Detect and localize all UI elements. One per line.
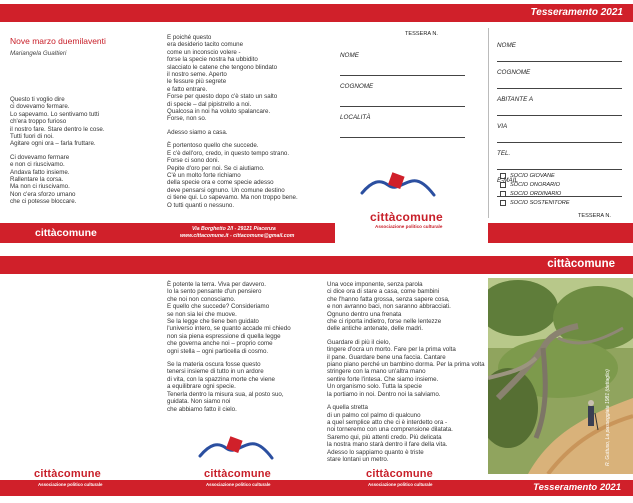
checkbox-box[interactable] xyxy=(500,200,506,206)
stanza: È portentoso quello che succede. E c'è dell'oro, credo, in questo tempo strano. Forse ci sono doni. Pepite d'oro per noi. Se ci aiutiamo. C'è un molto forte richiamo della specie ora e come specie adesso deve pensarsi ognuno. Un comune destino ci tiene qui. Lo sapevamo. Ma non troppo bene. O tutti quanti o nessuno. xyxy=(167,142,298,209)
cognome-field[interactable] xyxy=(340,90,465,107)
field-label-cognome: COGNOME xyxy=(340,83,374,90)
top-footer-bar-right xyxy=(488,223,633,243)
footer-address: Via Borghetto 2/I - 29121 Piacenza xyxy=(192,226,276,232)
checkbox-box[interactable] xyxy=(500,182,506,188)
footer-logo-block-right xyxy=(356,468,476,496)
brand-name: cittàcomune xyxy=(204,468,271,480)
via-field[interactable] xyxy=(497,130,622,143)
painting-scene xyxy=(488,278,633,474)
top-header-title: Tesseramento 2021 xyxy=(530,7,623,18)
brand-name: cittàcomune xyxy=(366,468,433,480)
footer-logo-block-left xyxy=(18,468,138,496)
card-left-tessera: TESSERA N. xyxy=(405,31,438,37)
field-label-localita: LOCALITÀ xyxy=(340,114,371,121)
checkbox-box[interactable] xyxy=(500,191,506,197)
brand-subtitle: Associazione politico culturale xyxy=(375,224,443,229)
stanza: A quella stretta di un palmo col palmo di qualcuno a quel semplice atto che ci è interdetto ora - noi torneremo con una comprensione dilatata. Saremo qui, più attenti credo. Più delicata la nostra mano starà dentro il fare della vita. Adesso lo sappiamo quanto è triste stare lontani un metro. xyxy=(327,404,453,463)
bottom-sheet xyxy=(0,256,633,503)
card-divider xyxy=(488,28,489,218)
field-label-nome: NOME xyxy=(340,52,359,59)
cognome-field[interactable] xyxy=(497,76,622,89)
stanza: Questo ti voglio dire ci dovevamo fermare. Lo sapevamo. Lo sentivamo tutti ch'era troppo furioso il nostro fare. Stare dentro le cose. Tutti fuori di noi. Agitare ogni ora – farla fruttare. xyxy=(10,96,105,148)
localita-field[interactable] xyxy=(340,121,465,138)
stanza: Una voce imponente, senza parola ci dice ora di stare a casa, come bambini che l'hanno fatta grossa, senza sapere cosa, e non avranno baci, non saranno abbracciati. Ognuno dentro una frenata che ci riporta indietro, forse nelle lentezze delle antiche antenate, delle madri. xyxy=(327,281,451,333)
nome-field[interactable] xyxy=(497,49,622,62)
field-label-email: E-MAIL xyxy=(497,177,518,184)
brand-subtitle: Associazione politico culturale xyxy=(38,482,103,487)
top-poem-column-1 xyxy=(10,96,155,212)
field-label-nome: NOME xyxy=(497,42,516,49)
footer-contact: www.cittacomune.it - cittacomune@gmail.com xyxy=(180,233,295,239)
painting-caption: R. Guttuso, La passeggiata 1981 (dettaglio) xyxy=(605,369,611,466)
brand-name: cittàcomune xyxy=(370,210,443,224)
top-poem-column-2 xyxy=(167,34,317,215)
footer-logo-block-center xyxy=(196,468,316,496)
stanza: È potente la terra. Viva per davvero. Io la sento pensante d'un pensiero che noi non conosciamo. E quello che succede? Consideriamo se non sia lei che muove. Se la legge che tiene ben guidato l'universo intero, se quanto accade mi chiedo non sia piena espressione di quella legge che governa anche noi – proprio come ogni stella – ogni particella di cosmo. xyxy=(167,281,291,355)
cittacomune-logo-icon xyxy=(358,167,438,207)
cittacomune-logo-icon xyxy=(196,430,276,470)
bottom-poem-column-2 xyxy=(327,281,485,469)
painting-image xyxy=(488,278,633,474)
bottom-footer-title: Tesseramento 2021 xyxy=(533,482,621,493)
top-header-bar xyxy=(0,4,633,22)
stanza: Se la materia oscura fosse questo tenersi insieme di tutto in un ardore di vita, con la spazzina morte che viene a equilibrare ogni specie. Tenerla dentro la misura sua, al posto suo, guidata. Non siamo noi che abbiamo fatto il cielo. xyxy=(167,361,284,413)
checkbox-socio-sostenitore[interactable]: SOCIO SOSTENITORE xyxy=(500,198,570,207)
stanza: Adesso siamo a casa. xyxy=(167,128,228,136)
bottom-header-bar xyxy=(0,256,633,274)
top-sheet xyxy=(0,0,633,247)
poem-author: Mariangela Gualtieri xyxy=(10,50,67,57)
checkbox-socio-giovane[interactable]: SOCIO GIOVANE xyxy=(500,171,570,180)
checkbox-socio-ordinario[interactable]: SOCIO ORDINARIO xyxy=(500,189,570,198)
tel-field[interactable] xyxy=(497,157,622,170)
stanza: Ci dovevamo fermare e non ci riuscivamo. Andava fatto insieme. Rallentare la corsa. Ma non ci riuscivamo. Non c'era sforzo umano che ci potesse bloccare. xyxy=(10,153,77,206)
poem-title: Nove marzo duemilaventi xyxy=(10,36,106,46)
header-brand: cittàcomune xyxy=(547,258,615,270)
brand-name: cittàcomune xyxy=(34,468,101,480)
stanza: E poiché questo era desiderio tacito comune come un inconscio volere - forse la specie nostra ha ubbidito slacciato le catene che tengono blindato il nostro seme. Aperto le fessure più segrete e fatto entrare. Forse per questo dopo c'è stato un salto di specie – dal pipistrello a noi. Qualcosa in noi ha voluto spalancare. Forse, non so. xyxy=(167,34,278,123)
membership-options xyxy=(500,171,570,207)
checkbox-socio-onorario[interactable]: SOCIO ONORARIO xyxy=(500,180,570,189)
footer-brand: cittàcomune xyxy=(35,227,97,239)
checkbox-box[interactable] xyxy=(500,173,506,179)
bottom-poem-column-1 xyxy=(167,281,317,419)
brand-subtitle: Associazione politico culturale xyxy=(206,482,271,487)
field-label-via: VIA xyxy=(497,123,508,130)
abitante-field[interactable] xyxy=(497,103,622,116)
field-label-cognome: COGNOME xyxy=(497,69,531,76)
brand-subtitle: Associazione politico culturale xyxy=(368,482,433,487)
card-left-form xyxy=(340,52,465,138)
field-label-abitante: ABITANTE A xyxy=(497,96,534,103)
stanza: Guardare di più il cielo, tingere d'ocra un morto. Fare per la prima volta il pane. Guardare bene una faccia. Cantare piano piano perché un bambino dorma. Per la prima volta stringere con la mano un'altra mano sentire forte l'intesa. Che siamo insieme. Un organismo solo. Tutta la specie la portiamo in noi. Dentro noi la salviamo. xyxy=(327,338,485,398)
field-label-tel: TEL. xyxy=(497,150,511,157)
nome-field[interactable] xyxy=(340,59,465,76)
top-footer-bar xyxy=(0,223,335,243)
card-right-tessera: TESSERA N. xyxy=(578,213,611,219)
